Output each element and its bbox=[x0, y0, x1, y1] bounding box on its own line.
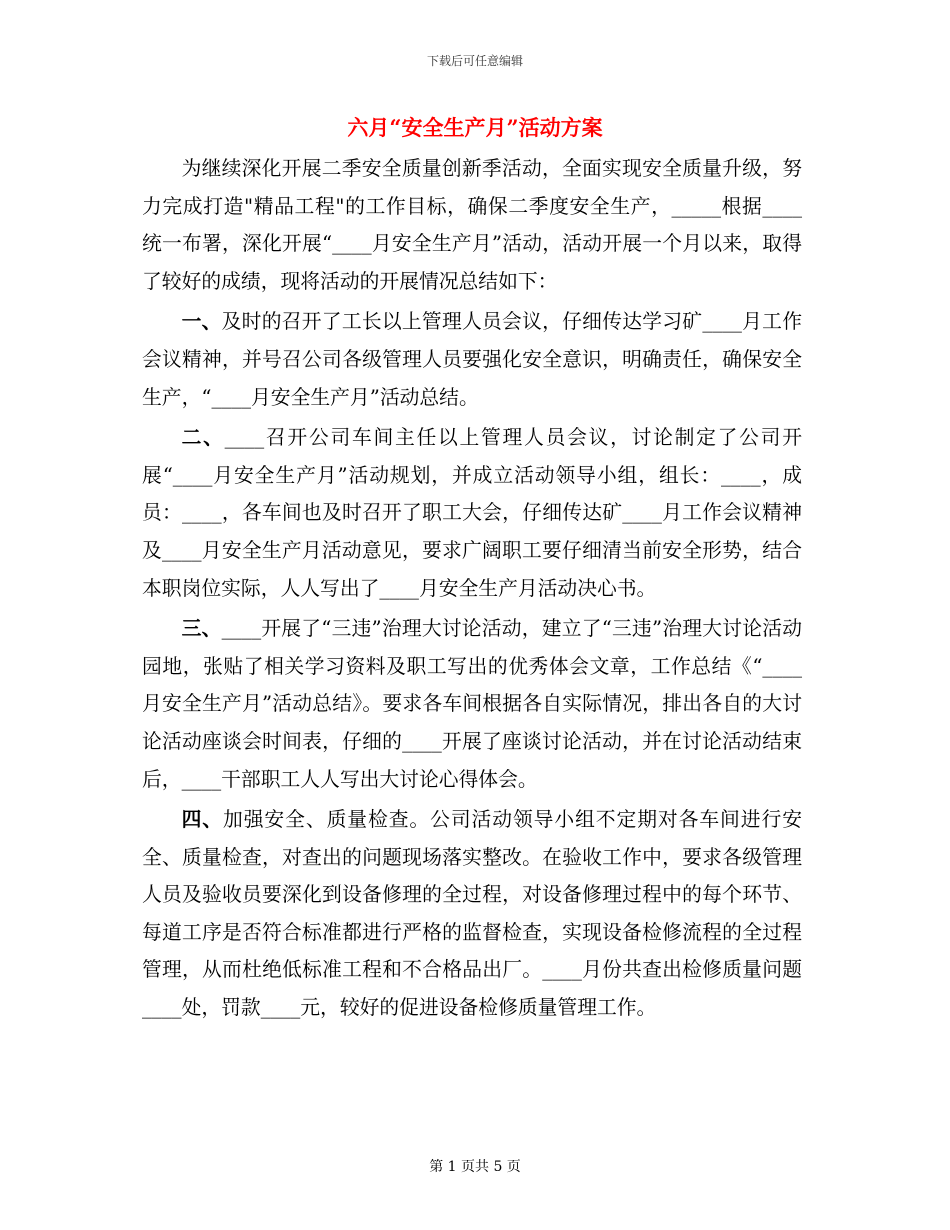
paragraph-section-4 bbox=[142, 801, 802, 1027]
paragraph-lead: 一、 bbox=[181, 309, 222, 334]
document-body bbox=[142, 150, 802, 1030]
paragraph-text: ____开展了“三违”治理大讨论活动，建立了“三违”治理大讨论活动园地，张贴了相关学习资料及职工写出的优秀体会文章，工作总结《“____月安全生产月”活动总结》。要求各车间根据各自实际情况，排出各自的大讨论活动座谈会时间表，仔细的____开展了座谈讨论活动，并在讨论活动结束后，____干部职工人人写出大讨论心得体会。 bbox=[142, 617, 802, 791]
paragraph-lead: 三、 bbox=[181, 616, 222, 641]
paragraph-lead: 二、 bbox=[181, 425, 225, 450]
paragraph-intro bbox=[142, 150, 802, 300]
page-footer: 第 1 页共 5 页 bbox=[429, 1159, 521, 1175]
paragraph-section-3 bbox=[142, 610, 802, 798]
document-title: 六月“安全生产月”活动方案 bbox=[347, 115, 603, 140]
paragraph-section-1 bbox=[142, 303, 802, 416]
paragraph-text: 及时的召开了工长以上管理人员会议，仔细传达学习矿____月工作会议精神，并号召公司各级管理人员要强化安全意识，明确责任，确保安全生产，“____月安全生产月”活动总结。 bbox=[142, 310, 802, 409]
paragraph-section-2 bbox=[142, 419, 802, 607]
paragraph-text: 为继续深化开展二季安全质量创新季活动，全面实现安全质量升级，努力完成打造"精品工程"的工作目标，确保二季度安全生产，_____根据____统一布署，深化开展“____月安全生产月”活动，活动开展一个月以来，取得了较好的成绩，现将活动的开展情况总结如下： bbox=[142, 157, 802, 293]
paragraph-text: ____召开公司车间主任以上管理人员会议，讨论制定了公司开展“____月安全生产月”活动规划，并成立活动领导小组，组长：____，成员：____，各车间也及时召开了职工大会，仔细传达矿____月工作会议精神及____月安全生产月活动意见，要求广阔职工要仔细清当前安全形势，结合本职岗位实际，人人写出了____月安全生产月活动决心书。 bbox=[142, 426, 802, 600]
header-note: 下载后可任意编辑 bbox=[426, 54, 523, 68]
paragraph-lead: 四、 bbox=[181, 807, 224, 832]
paragraph-text: 加强安全、质量检查。公司活动领导小组不定期对各车间进行安全、质量检查，对查出的问题现场落实整改。在验收工作中，要求各级管理人员及验收员要深化到设备修理的全过程，对设备修理过程中的每个环节、每道工序是否符合标准都进行严格的监督检查，实现设备检修流程的全过程管理，从而杜绝低标准工程和不合格品出厂。____月份共查出检修质量问题____处，罚款____元，较好的促进设备检修质量管理工作。 bbox=[142, 808, 802, 1020]
